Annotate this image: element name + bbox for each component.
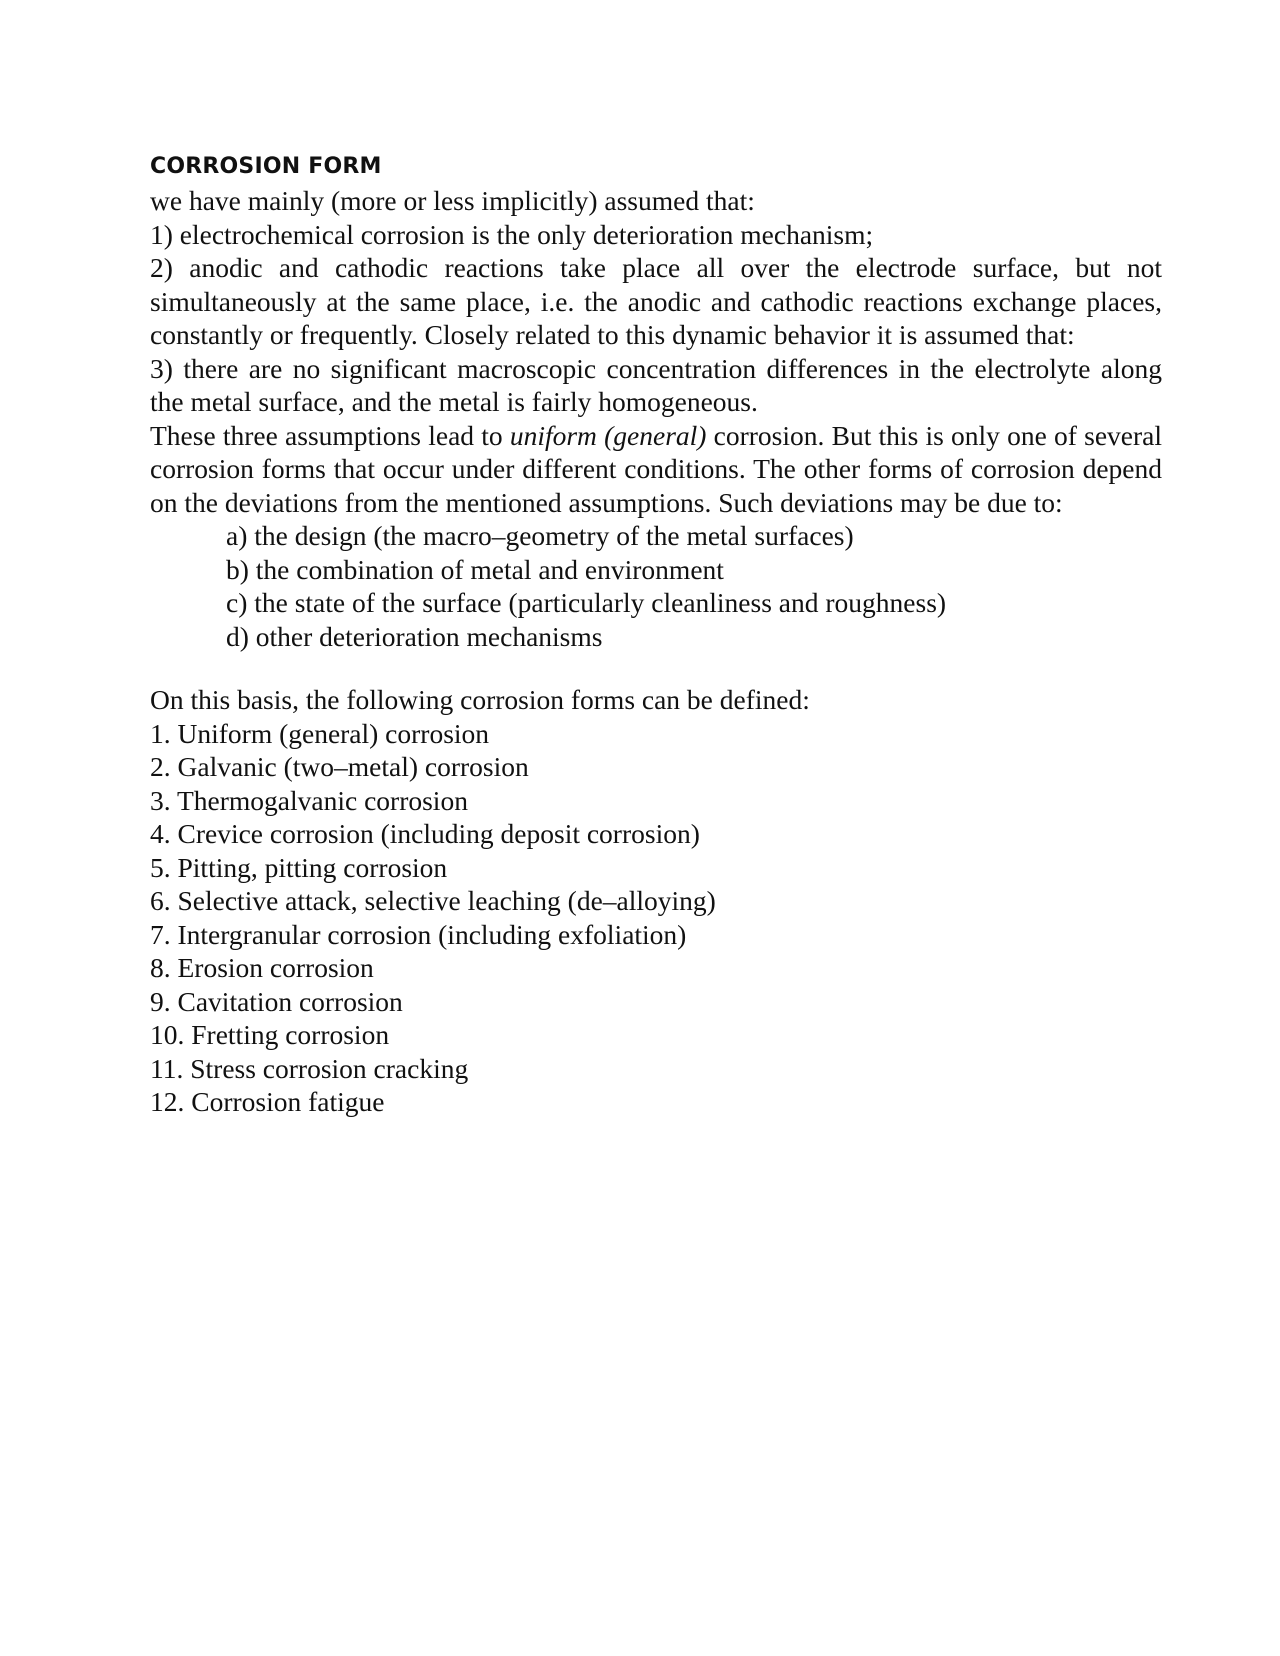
deviation-item: a) the design (the macro–geometry of the metal surfaces) bbox=[226, 520, 854, 551]
corrosion-form-item: 9. Cavitation corrosion bbox=[150, 985, 403, 1017]
page-heading: CORROSION FORM bbox=[150, 154, 382, 179]
deviation-item: c) the state of the surface (particularly cleanliness and roughness) bbox=[226, 587, 947, 618]
corrosion-forms-list bbox=[150, 717, 1162, 1119]
summary-text-after: corrosion. But this is only one of several corrosion forms that occur under different conditions. The other forms of corrosion depend on the deviations from the mentioned assumptions. Such deviations may be due to: bbox=[150, 419, 1163, 518]
assumption-1: 1) electrochemical corrosion is the only deterioration mechanism; bbox=[150, 218, 874, 250]
intro-text: we have mainly (more or less implicitly) assumed that: bbox=[150, 185, 755, 216]
corrosion-form-item: 10. Fretting corrosion bbox=[150, 1019, 390, 1050]
blank-line bbox=[150, 653, 1162, 683]
deviation-list bbox=[150, 519, 1162, 653]
corrosion-form-item: 1. Uniform (general) corrosion bbox=[150, 717, 490, 749]
corrosion-form-item: 2. Galvanic (two–metal) corrosion bbox=[150, 751, 529, 782]
corrosion-form-item: 3. Thermogalvanic corrosion bbox=[150, 784, 468, 816]
corrosion-form-item: 11. Stress corrosion cracking bbox=[150, 1052, 469, 1084]
summary-text-before: These three assumptions lead to bbox=[150, 419, 510, 451]
corrosion-form-item: 6. Selective attack, selective leaching (de–alloying) bbox=[150, 885, 716, 916]
corrosion-form-item: 4. Crevice corrosion (including deposit corrosion) bbox=[150, 818, 700, 849]
summary-paragraph bbox=[150, 419, 1162, 520]
deviation-item: b) the combination of metal and environment bbox=[226, 553, 724, 585]
document-page bbox=[150, 152, 1162, 1119]
summary-italic-term: uniform (general) bbox=[509, 419, 707, 451]
corrosion-form-item: 8. Erosion corrosion bbox=[150, 952, 374, 983]
corrosion-form-item: 12. Corrosion fatigue bbox=[150, 1086, 385, 1117]
deviation-item: d) other deterioration mechanisms bbox=[226, 620, 603, 652]
assumption-3: 3) there are no significant macroscopic concentration differences in the electrolyte along the metal surface, and the metal is fairly homogeneous. bbox=[150, 352, 1162, 417]
corrosion-form-item: 5. Pitting, pitting corrosion bbox=[150, 851, 448, 883]
corrosion-form-item: 7. Intergranular corrosion (including exfoliation) bbox=[150, 918, 687, 950]
assumption-2: 2) anodic and cathodic reactions take place all over the electrode surface, but not simultaneously at the same place, i.e. the anodic and cathodic reactions exchange places, constantly or frequently. Closely related to this dynamic behavior it is assumed that: bbox=[150, 252, 1162, 350]
forms-intro: On this basis, the following corrosion forms can be defined: bbox=[150, 684, 810, 715]
